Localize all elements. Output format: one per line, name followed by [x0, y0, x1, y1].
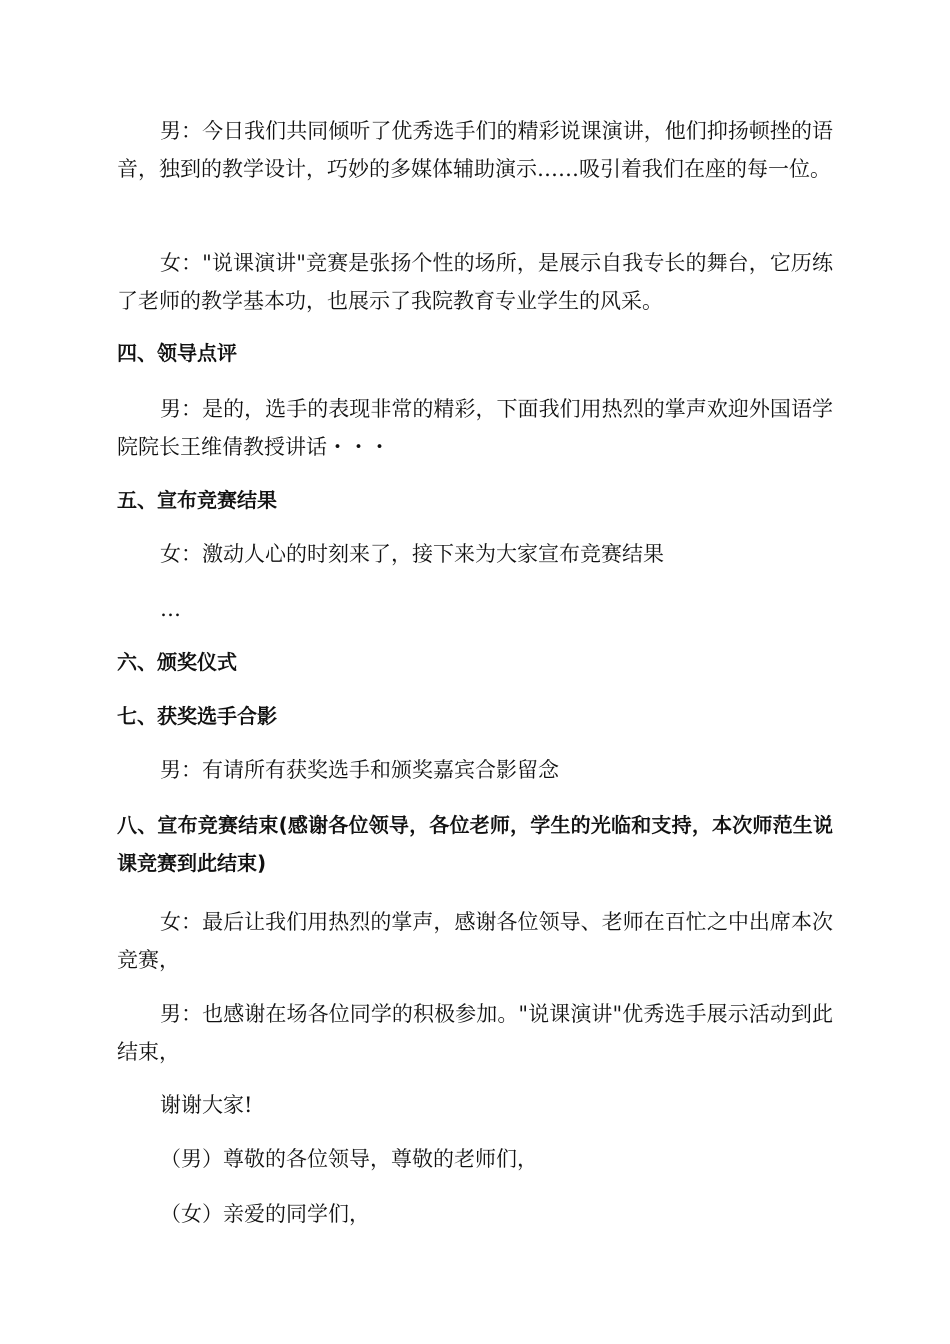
paragraph-male-thanks-students: 男：也感谢在场各位同学的积极参加。"说课演讲"优秀选手展示活动到此结束，	[117, 1002, 833, 1064]
section-heading-group-photo: 七、获奖选手合影	[117, 704, 277, 728]
paragraph-male-invite-dean: 男：是的，选手的表现非常的精彩，下面我们用热烈的掌声欢迎外国语学院院长王维倩教授讲话・・・	[117, 397, 833, 459]
paragraph-female-results-intro: 女：激动人心的时刻来了，接下来为大家宣布竞赛结果	[160, 542, 664, 566]
paragraph-female-competition-summary: 女："说课演讲"竞赛是张扬个性的场所，是展示自我专长的舞台，它历练了老师的教学基本功，也展示了我院教育专业学生的风采。	[117, 251, 833, 313]
paragraph-female-thanks-leaders: 女：最后让我们用热烈的掌声，感谢各位领导、老师在百忙之中出席本次竞赛，	[117, 910, 833, 972]
paragraph-ellipsis: …	[160, 597, 181, 621]
paragraph-female-greeting: （女）亲爱的同学们，	[160, 1202, 370, 1226]
paragraph-thank-everyone: 谢谢大家!	[160, 1093, 253, 1117]
section-heading-competition-end: 八、宣布竞赛结束(感谢各位领导，各位老师，学生的光临和支持，本次师范生说课竞赛到此结束)	[117, 813, 833, 875]
paragraph-male-closing-remarks: 男：今日我们共同倾听了优秀选手们的精彩说课演讲，他们抑扬顿挫的语音，独到的教学设计，巧妙的多媒体辅助演示……吸引着我们在座的每一位。	[117, 119, 833, 181]
paragraph-male-photo-invite: 男：有请所有获奖选手和颁奖嘉宾合影留念	[160, 758, 559, 782]
section-heading-leader-comments: 四、领导点评	[117, 341, 237, 365]
paragraph-male-greeting: （男）尊敬的各位领导，尊敬的老师们，	[160, 1147, 538, 1171]
section-heading-award-ceremony: 六、颁奖仪式	[117, 650, 237, 674]
section-heading-announce-results: 五、宣布竞赛结果	[117, 488, 277, 512]
